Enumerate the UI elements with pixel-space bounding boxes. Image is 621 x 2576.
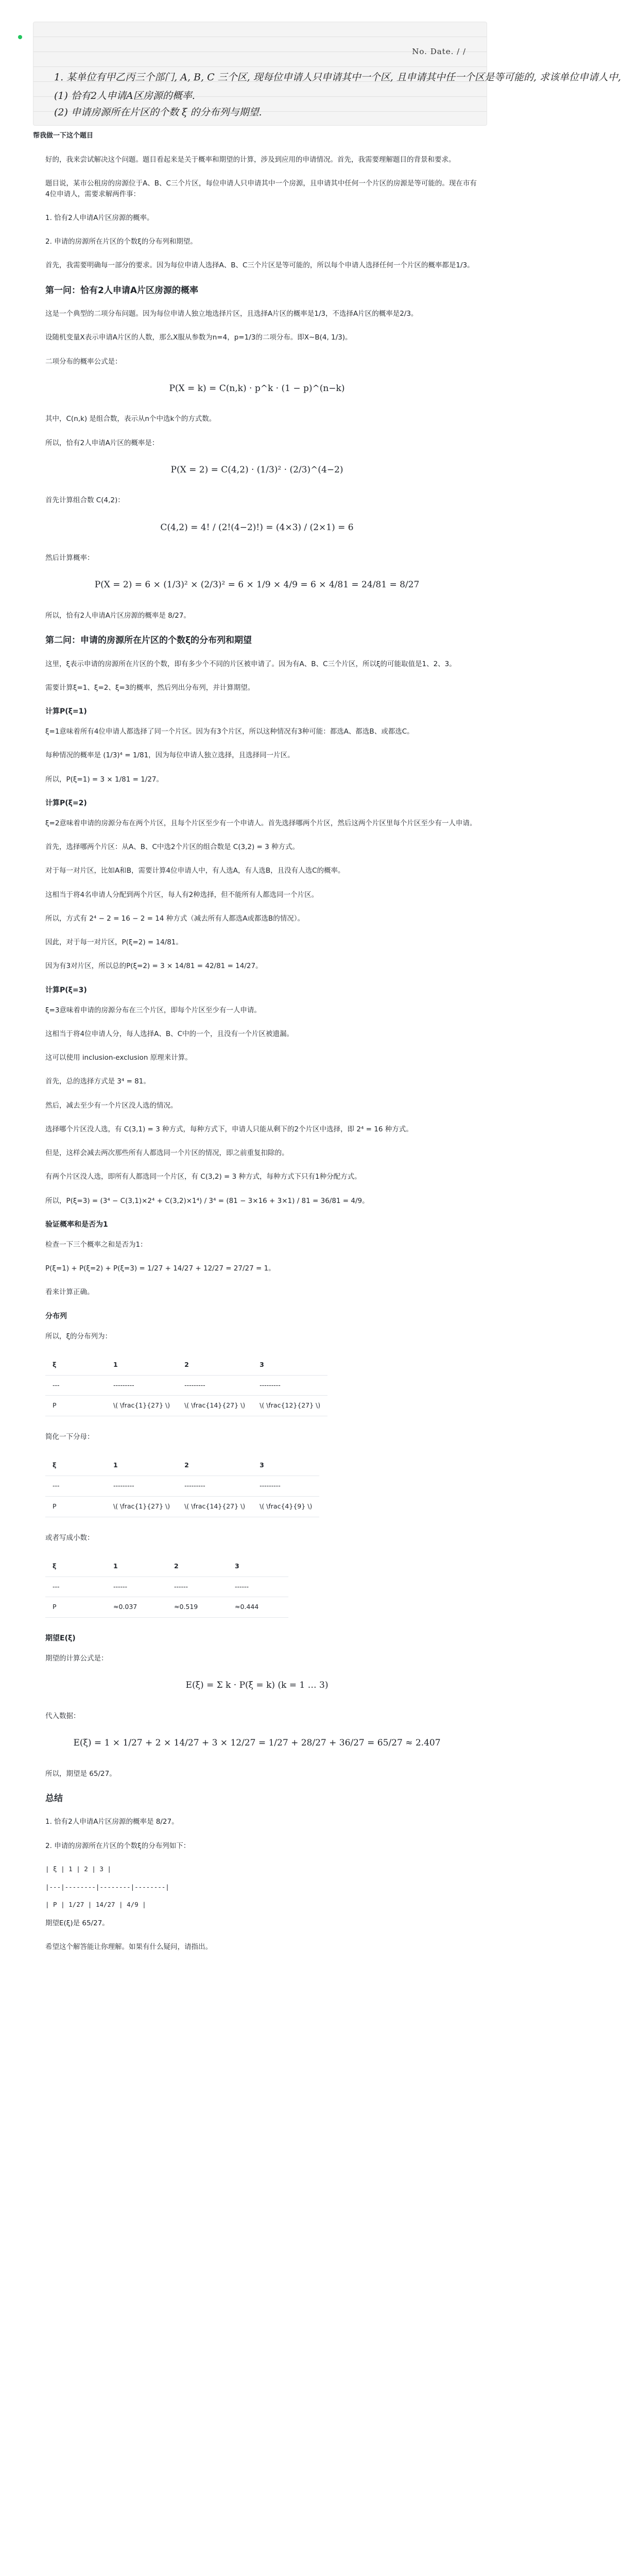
summary-table-line: | ξ | 1 | 2 | 3 |	[45, 1865, 111, 1873]
calc-3-paragraph: 但是，这样会减去两次那些所有人都选同一个片区的情况，即之前重复扣除的。	[45, 1149, 289, 1157]
calc-1-paragraph: ξ=1意味着所有4位申请人都选择了同一个片区。因为有3个片区，所以这种情况有3种可能：都选A、都选B、或都选C。	[45, 727, 414, 736]
distribution-paragraph: 或者写成小数：	[45, 1533, 94, 1542]
s1-paragraph: 其中，C(n,k) 是组合数，表示从n个中选k个的方式数。	[45, 415, 216, 423]
table-cell: 1	[106, 1455, 177, 1476]
distribution-paragraph: 简化一下分母：	[45, 1433, 94, 1441]
table-cell: ------	[167, 1577, 228, 1597]
s1-paragraph: 首先计算组合数 C(4,2)：	[45, 496, 125, 505]
table-cell: 1	[106, 1355, 177, 1375]
distribution-table-2	[45, 1455, 319, 1517]
calc-3-paragraph: 有两个片区没人选，即所有人都选同一个片区，有 C(3,2) = 3 种方式，每种方式下只有1种分配方式。	[45, 1173, 361, 1181]
calc-1-paragraph: 每种情况的概率是 (1/3)⁴ = 1/81，因为每位申请人独立选择，且选择同一片区。	[45, 751, 295, 760]
s2-paragraph: 这里，ξ表示申请的房源所在片区的个数，即有多少个不同的片区被申请了。因为有A、B、C三个片区，所以ξ的可能取值是1、2、3。	[45, 659, 456, 668]
table-cell: ≈0.037	[106, 1597, 167, 1618]
table-cell: ≈0.519	[167, 1597, 228, 1618]
s1-paragraph: 二项分布的概率公式是：	[45, 357, 122, 366]
table-row	[45, 1496, 319, 1517]
photo-header: No. Date. / /	[412, 47, 466, 56]
online-status-dot	[18, 35, 22, 39]
distribution-paragraph: 所以，ξ的分布列为：	[45, 1332, 112, 1341]
s2-paragraph: 需要计算ξ=1、ξ=2、ξ=3的概率，然后列出分布列，并计算期望。	[45, 683, 255, 692]
expectation-paragraph: 代入数据：	[45, 1711, 80, 1720]
expectation-title: 期望E(ξ)	[45, 1634, 76, 1642]
user-question: 帮我做一下这个题目	[33, 132, 94, 140]
formula-expectation: E(ξ) = Σ k · P(ξ = k) (k = 1 … 3)	[185, 1680, 329, 1691]
calc-3-paragraph: ξ=3意味着申请的房源分布在三个片区，即每个片区至少有一人申请。	[45, 1006, 261, 1014]
table-row	[45, 1577, 288, 1597]
calc-1-title: 计算P(ξ=1)	[45, 707, 87, 716]
table-cell: ξ	[45, 1355, 106, 1375]
calc-2-paragraph: 这相当于将4名申请人分配到两个片区，每人有2种选择，但不能所有人都选同一个片区。	[45, 890, 319, 899]
summary-table-line: |---|--------|--------|--------|	[45, 1883, 169, 1891]
distribution-table-3	[45, 1556, 288, 1618]
table-cell: 3	[228, 1556, 288, 1577]
table-cell: ------	[106, 1577, 167, 1597]
calc-3-paragraph: 然后，减去至少有一个片区没人选的情况。	[45, 1101, 178, 1110]
expectation-paragraph: 所以，期望是 65/27。	[45, 1769, 116, 1778]
verify-title: 验证概率和是否为1	[45, 1220, 108, 1229]
table-cell: ξ	[45, 1455, 106, 1476]
table-cell: ---------	[106, 1476, 177, 1497]
calc-3-paragraph: 选择哪个片区没人选，有 C(3,1) = 3 种方式，每种方式下，申请人只能从剩下的2个片区中选择，即 2⁴ = 16 种方式。	[45, 1125, 413, 1133]
calc-3-title: 计算P(ξ=3)	[45, 986, 87, 994]
table-cell: 3	[252, 1455, 319, 1476]
summary-table-line: | P | 1/27 | 14/27 | 4/9 |	[45, 1901, 146, 1909]
table-cell: ---	[45, 1577, 106, 1597]
summary-paragraph: 希望这个解答能让你理解。如果有什么疑问，请指出。	[45, 1943, 212, 1952]
table-cell: ---------	[177, 1476, 252, 1497]
calc-3-paragraph: 首先，总的选择方式是 3⁴ = 81。	[45, 1077, 150, 1086]
table-cell: ---------	[252, 1375, 327, 1396]
table-cell: 3	[252, 1355, 327, 1375]
formula-binomial: P(X = k) = C(n,k) · p^k · (1 − p)^(n−k)	[169, 383, 345, 394]
verify-paragraph: 看来计算正确。	[45, 1288, 94, 1297]
photo-line-2: (1) 恰有2人申请A区房源的概率.	[54, 90, 195, 101]
calc-2-paragraph: 对于每一对片区，比如A和B，需要计算4位申请人中，有人选A，有人选B，且没有人选C的概率。	[45, 867, 345, 875]
table-cell: ---------	[106, 1375, 177, 1396]
table-cell: ---------	[252, 1476, 319, 1497]
table-cell: ---------	[177, 1375, 252, 1396]
summary-paragraph: 1. 恰有2人申请A片区房源的概率是 8/27。	[45, 1818, 179, 1826]
calc-2-title: 计算P(ξ=2)	[45, 799, 87, 807]
table-cell: \( \frac{12}{27} \)	[252, 1396, 327, 1416]
calc-2-paragraph: 所以，方式有 2⁴ − 2 = 16 − 2 = 14 种方式（减去所有人都选A或都选B的情况）。	[45, 914, 304, 923]
summary-title: 总结	[45, 1793, 63, 1804]
summary-paragraph: 2. 申请的房源所在片区的个数ξ的分布列如下：	[45, 1841, 191, 1850]
table-row	[45, 1396, 327, 1416]
table-cell: \( \frac{4}{9} \)	[252, 1496, 319, 1517]
expectation-paragraph: 期望的计算公式是：	[45, 1654, 108, 1663]
table-row	[45, 1375, 327, 1396]
answer-context: 题目说，某市公租房的房源位于A、B、C三个片区，每位申请人只申请其中一个房源，且申请其中任何一个片区的房源是等可能的。现在市有4位申请人，需要求解两件事：	[45, 179, 477, 198]
table-cell: P	[45, 1496, 106, 1517]
table-cell: \( \frac{1}{27} \)	[106, 1496, 177, 1517]
calc-2-paragraph: 因此，对于每一对片区，P(ξ=2) = 14/81。	[45, 938, 183, 946]
assistant-answer	[33, 155, 481, 1966]
table-cell: ---	[45, 1476, 106, 1497]
calc-2-paragraph: ξ=2意味着申请的房源分布在两个片区，且每个片区至少有一个申请人。首先选择哪两个片区，然后这两个片区里每个片区至少有一人申请。	[45, 819, 477, 827]
calc-3-paragraph: 所以，P(ξ=3) = (3⁴ − C(3,1)×2⁴ + C(3,2)×1⁴) / 3⁴ = (81 − 3×16 + 3×1) / 81 = 36/81 = 4/9。	[45, 1196, 369, 1205]
uploaded-photo[interactable]	[33, 22, 621, 126]
table-cell: ---	[45, 1375, 106, 1396]
table-row	[45, 1556, 288, 1577]
table-cell: P	[45, 1396, 106, 1416]
table-row	[45, 1476, 319, 1497]
table-cell: ≈0.444	[228, 1597, 288, 1618]
distribution-table-1	[45, 1355, 327, 1416]
table-cell: ------	[228, 1577, 288, 1597]
photo-line-3: (2) 申请房源所在片区的个数 ξ 的分布列与期望.	[54, 107, 262, 118]
table-cell: \( \frac{1}{27} \)	[106, 1396, 177, 1416]
verify-paragraph: 检查一下三个概率之和是否为1：	[45, 1240, 147, 1249]
table-cell: ξ	[45, 1556, 106, 1577]
task-1: 1. 恰有2人申请A片区房源的概率。	[45, 213, 154, 222]
answer-plan: 首先，我需要明确每一部分的要求。因为每位申请人选择A、B、C三个片区是等可能的，所以每个申请人选择任何一个片区的概率都是1/3。	[45, 261, 474, 270]
table-cell: P	[45, 1597, 106, 1618]
table-cell: 1	[106, 1556, 167, 1577]
formula-combination: C(4,2) = 4! / (2!(4−2)!) = (4×3) / (2×1) = 6	[160, 522, 354, 533]
formula-expectation-value: E(ξ) = 1 × 1/27 + 2 × 14/27 + 3 × 12/27 = 1/27 + 28/27 + 36/27 = 65/27 ≈ 2.407	[73, 1738, 441, 1748]
verify-paragraph: P(ξ=1) + P(ξ=2) + P(ξ=3) = 1/27 + 14/27 + 12/27 = 27/27 = 1。	[45, 1264, 275, 1273]
answer-intro: 好的，我来尝试解决这个问题。题目看起来是关于概率和期望的计算，涉及到应用的申请情况。首先，我需要理解题目的背景和要求。	[45, 156, 456, 164]
calc-3-paragraph: 这可以使用 inclusion-exclusion 原理来计算。	[45, 1054, 192, 1062]
s1-paragraph: 然后计算概率：	[45, 554, 94, 562]
table-cell: 2	[167, 1556, 228, 1577]
calc-2-paragraph: 因为有3对片区，所以总的P(ξ=2) = 3 × 14/81 = 42/81 = 14/27。	[45, 962, 263, 971]
calc-3-paragraph: 这相当于将4位申请人分，每人选择A、B、C中的一个，且没有一个片区被遗漏。	[45, 1029, 294, 1038]
distribution-title: 分布列	[45, 1312, 67, 1320]
table-row	[45, 1455, 319, 1476]
section-1-title: 第一问：恰有2人申请A片区房源的概率	[45, 285, 198, 296]
summary-paragraph: 期望E(ξ)是 65/27。	[45, 1919, 109, 1927]
s1-paragraph: 所以，恰有2人申请A片区的概率是：	[45, 438, 159, 447]
table-cell: \( \frac{14}{27} \)	[177, 1496, 252, 1517]
table-cell: 2	[177, 1455, 252, 1476]
calc-2-paragraph: 首先，选择哪两个片区：从A、B、C中选2个片区的组合数是 C(3,2) = 3 种方式。	[45, 843, 300, 851]
photo-line-1: 1. 某单位有甲乙丙三个部门, A, B, C 三个区, 现每位申请人只申请其中一个区, 且申请其中任一个区是等可能的, 求该单位申请人中,	[54, 72, 621, 83]
table-cell: \( \frac{14}{27} \)	[177, 1396, 252, 1416]
table-row	[45, 1597, 288, 1618]
s1-paragraph: 设随机变量X表示申请A片区的人数，那么X服从参数为n=4，p=1/3的二项分布。即X∼B(4, 1/3)。	[45, 333, 352, 342]
s1-paragraph: 这是一个典型的二项分布问题。因为每位申请人独立地选择片区，且选择A片区的概率是1/3，不选择A片区的概率是2/3。	[45, 310, 418, 318]
formula-p-x2: P(X = 2) = C(4,2) · (1/3)² · (2/3)^(4−2)	[170, 464, 343, 475]
calc-1-paragraph: 所以，P(ξ=1) = 3 × 1/81 = 1/27。	[45, 775, 164, 784]
section-2-title: 第二问：申请的房源所在片区的个数ξ的分布列和期望	[45, 635, 252, 646]
formula-result: P(X = 2) = 6 × (1/3)² × (2/3)² = 6 × 1/9 × 4/9 = 6 × 4/81 = 24/81 = 8/27	[94, 580, 420, 590]
table-row	[45, 1355, 327, 1375]
table-cell: 2	[177, 1355, 252, 1375]
s1-paragraph: 所以，恰有2人申请A片区房源的概率是 8/27。	[45, 611, 191, 620]
task-2: 2. 申请的房源所在片区的个数ξ的分布列和期望。	[45, 238, 197, 246]
